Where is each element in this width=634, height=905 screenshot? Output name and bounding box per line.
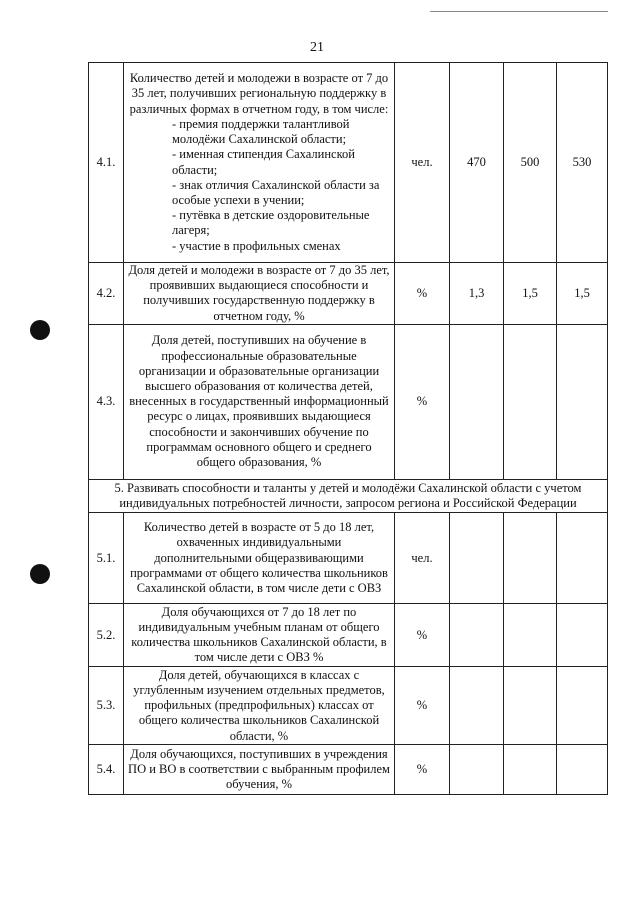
section-row bbox=[89, 479, 608, 512]
value-cell: 1,5 bbox=[504, 263, 557, 325]
value-cell bbox=[557, 667, 608, 745]
row-number: 4.3. bbox=[89, 324, 124, 479]
list-item: - знак отличия Сахалинской области за особые успехи в учении; bbox=[172, 177, 380, 207]
value-cell bbox=[450, 513, 504, 604]
value-cell bbox=[557, 745, 608, 795]
section-heading: 5. Развивать способности и таланты у детей и молодёжи Сахалинской области с учетом индивидуальных потребностей личности, запросом региона и Российской Федерации bbox=[89, 479, 608, 512]
value-cell bbox=[557, 324, 608, 479]
value-cell bbox=[557, 513, 608, 604]
indicator-description: Количество детей в возрасте от 5 до 18 лет, охваченных индивидуальными дополнительными общеразвивающими программами от общего количества школьников Сахалинской области, в том числе дети с ОВЗ bbox=[124, 513, 395, 604]
table-row bbox=[89, 324, 608, 479]
unit-cell: % bbox=[395, 604, 450, 667]
list-item: - премия поддержки талантливой молодёжи Сахалинской области; bbox=[172, 116, 350, 147]
table-row bbox=[89, 513, 608, 604]
value-cell bbox=[504, 745, 557, 795]
row-number: 4.2. bbox=[89, 263, 124, 325]
value-cell bbox=[450, 745, 504, 795]
table-row bbox=[89, 745, 608, 795]
value-cell bbox=[504, 513, 557, 604]
indicator-intro: Количество детей и молодежи в возрасте от 7 до 35 лет, получивших региональную поддержку в различных формах в отчетном году, в том числе: bbox=[129, 71, 389, 116]
list-item: - участие в профильных сменах bbox=[172, 238, 341, 253]
value-cell: 1,5 bbox=[557, 263, 608, 325]
indicator-description: Доля обучающихся, поступивших в учреждения ПО и ВО в соответствии с выбранным профилем обучения, % bbox=[124, 745, 395, 795]
unit-cell: % bbox=[395, 667, 450, 745]
indicator-description: Доля детей, обучающихся в классах с углубленным изучением отдельных предметов, профильных (предпрофильных) классах от общего количества школьников Сахалинской области, % bbox=[124, 667, 395, 745]
value-cell: 500 bbox=[504, 63, 557, 263]
value-cell bbox=[450, 324, 504, 479]
scan-artifact-line bbox=[430, 11, 608, 12]
value-cell: 470 bbox=[450, 63, 504, 263]
value-cell bbox=[450, 604, 504, 667]
unit-cell: чел. bbox=[395, 63, 450, 263]
unit-cell: % bbox=[395, 263, 450, 325]
unit-cell: % bbox=[395, 324, 450, 479]
indicator-description: Доля детей, поступивших на обучение в профессиональные образовательные организации и образовательные организации высшего образования от количества детей, внесенных в государственный информационный ресурс о лицах, проявивших выдающиеся способности и закончивших обучение по программам основного общего и среднего общего образования, % bbox=[124, 324, 395, 479]
value-cell bbox=[450, 667, 504, 745]
page-number: 21 bbox=[310, 40, 324, 55]
list-item: - путёвка в детские оздоровительные лагеря; bbox=[172, 208, 370, 238]
table-row bbox=[89, 604, 608, 667]
indicators-table bbox=[88, 62, 608, 795]
binder-hole-top bbox=[30, 320, 50, 340]
unit-cell: % bbox=[395, 745, 450, 795]
indicator-description: Доля детей и молодежи в возрасте от 7 до 35 лет, проявивших выдающиеся способности и получивших государственную поддержку в отчетном году, % bbox=[124, 263, 395, 325]
row-number: 5.1. bbox=[89, 513, 124, 604]
value-cell bbox=[504, 604, 557, 667]
row-number: 5.3. bbox=[89, 667, 124, 745]
value-cell bbox=[504, 667, 557, 745]
unit-cell: чел. bbox=[395, 513, 450, 604]
list-item: - именная стипендия Сахалинской области; bbox=[172, 147, 355, 177]
table-row bbox=[89, 263, 608, 325]
indicator-description: Доля обучающихся от 7 до 18 лет по индивидуальным учебным планам от общего количества школьников Сахалинской области, в том числе дети с ОВЗ % bbox=[124, 604, 395, 667]
row-number: 5.4. bbox=[89, 745, 124, 795]
row-number: 5.2. bbox=[89, 604, 124, 667]
value-cell bbox=[557, 604, 608, 667]
value-cell: 530 bbox=[557, 63, 608, 263]
value-cell bbox=[504, 324, 557, 479]
indicator-description bbox=[124, 63, 395, 263]
table-row bbox=[89, 63, 608, 263]
row-number: 4.1. bbox=[89, 63, 124, 263]
table-row bbox=[89, 667, 608, 745]
binder-hole-bottom bbox=[30, 564, 50, 584]
value-cell: 1,3 bbox=[450, 263, 504, 325]
